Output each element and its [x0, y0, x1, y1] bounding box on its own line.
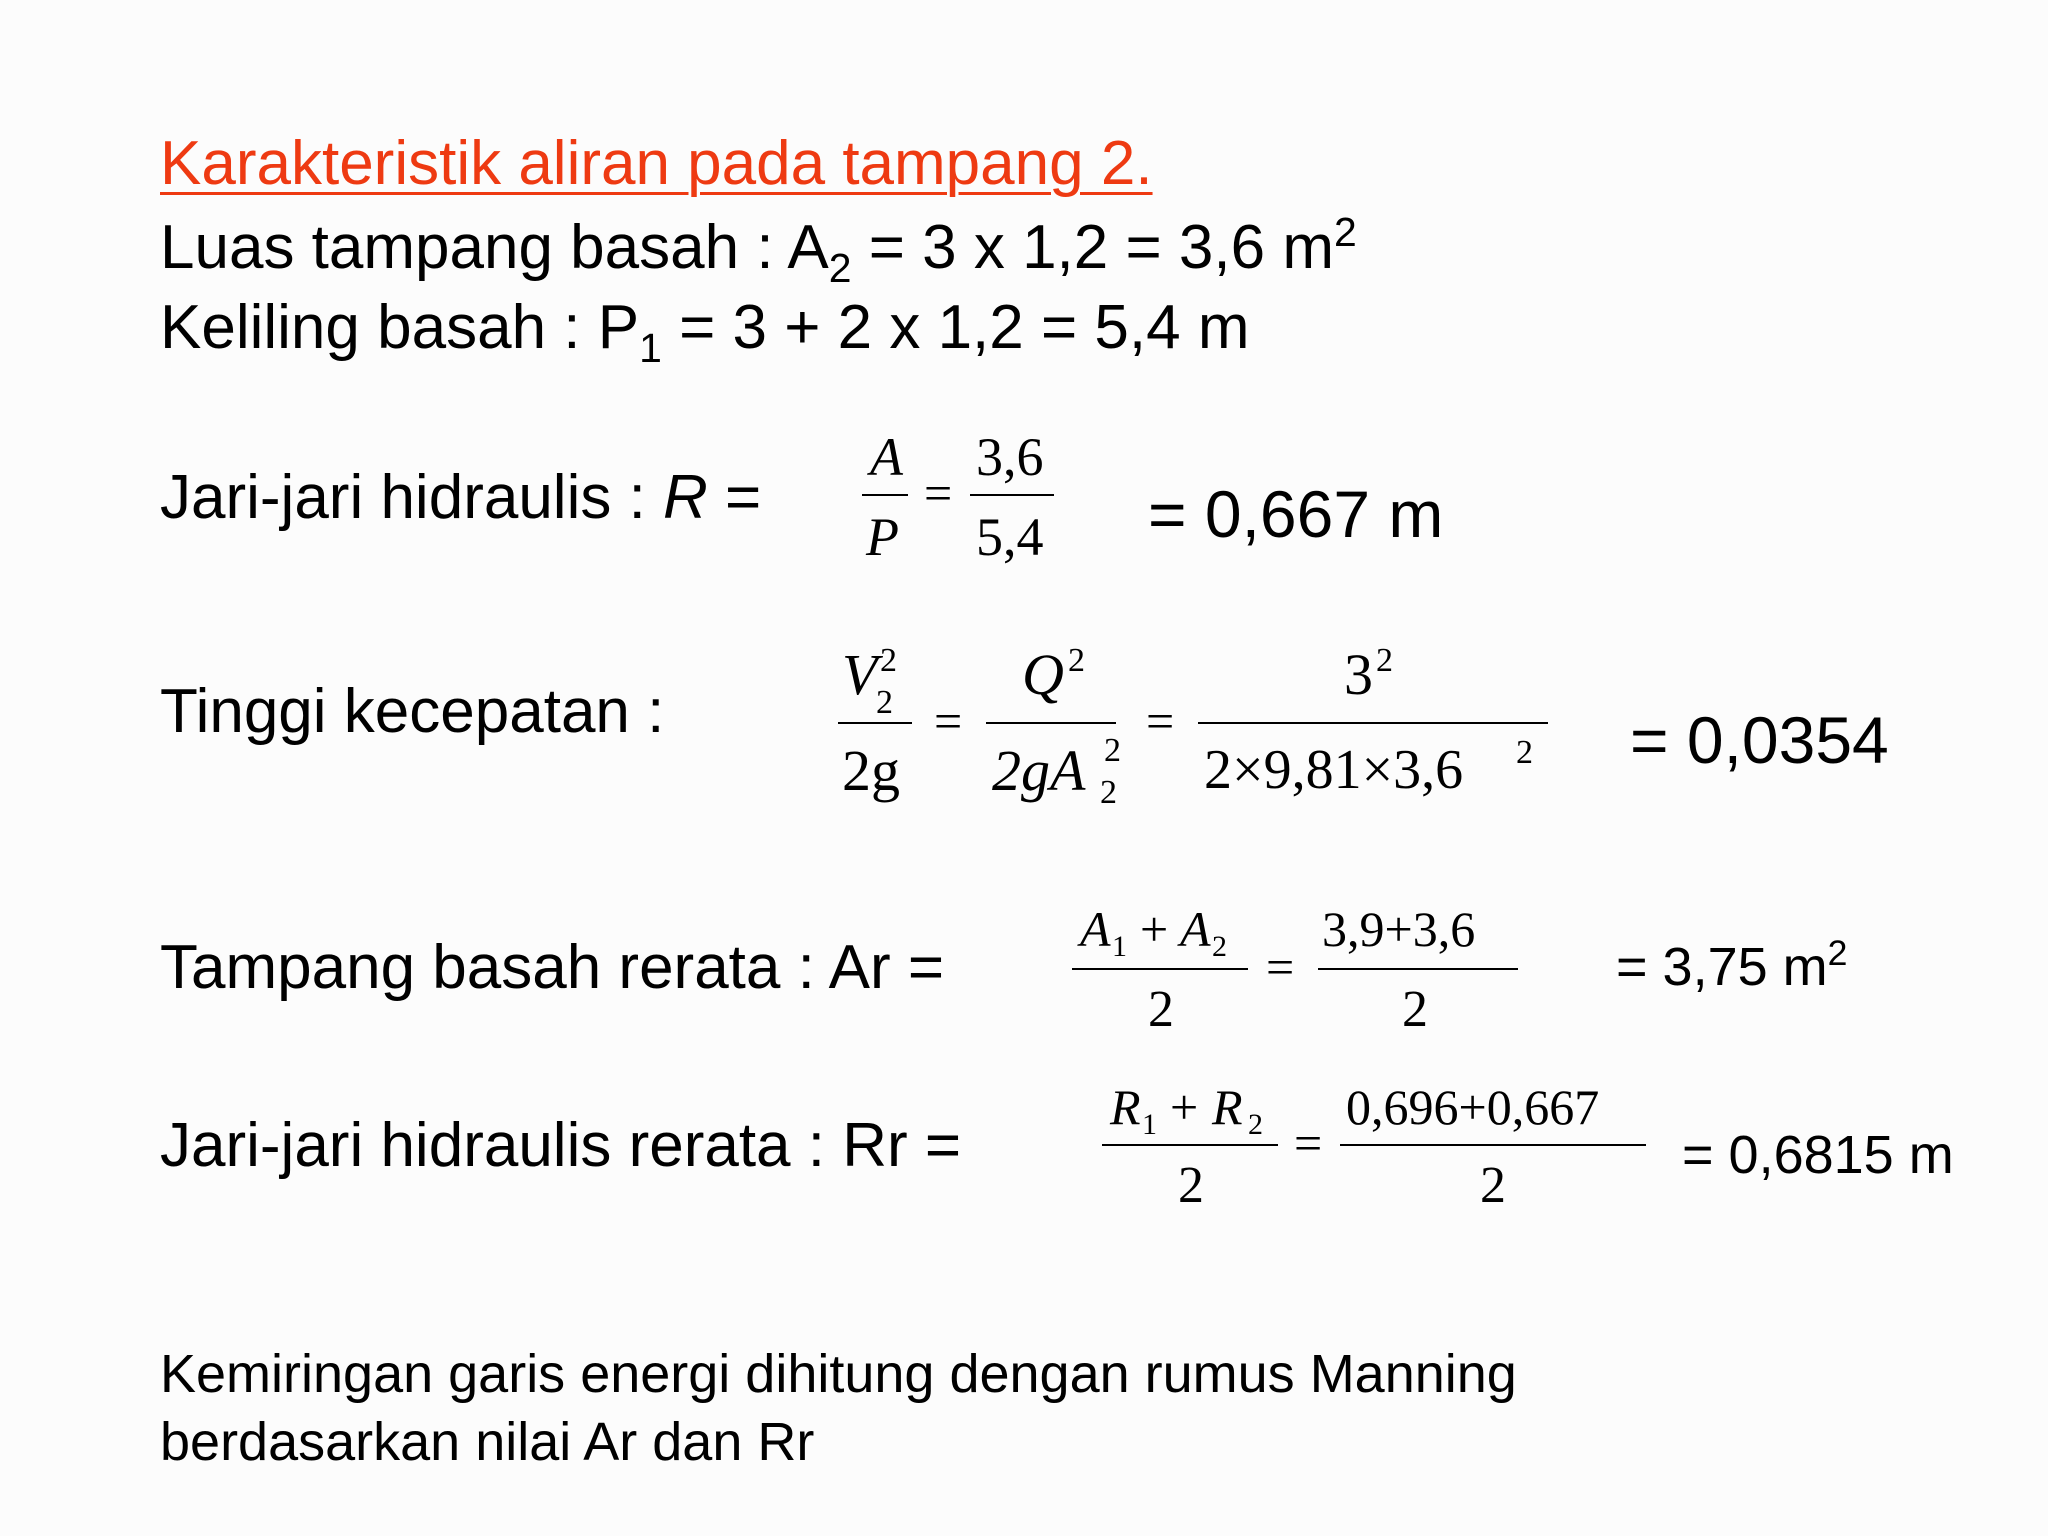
tampang-frac1-a-sub: 1 — [1112, 930, 1127, 963]
jarirerata-equals: = — [1294, 1115, 1323, 1171]
tampang-frac1-b: A — [1180, 901, 1211, 957]
slide-title: Karakteristik aliran pada tampang 2. — [160, 129, 1153, 198]
tampang-equals: = — [1266, 939, 1295, 995]
keliling-value: = 3 + 2 x 1,2 = 5,4 m — [661, 293, 1250, 362]
tinggi-equals-2: = — [1146, 693, 1175, 749]
tinggi-frac1-denominator: 2g — [842, 738, 900, 803]
tinggi-frac2-den-sup: 2 — [1104, 732, 1121, 769]
jarirerata-frac1-b-sub: 2 — [1248, 1108, 1263, 1141]
keliling-subscript: 1 — [639, 324, 662, 371]
tampang-frac1-a: A — [1080, 901, 1111, 957]
tampang-frac2-denominator: 2 — [1402, 981, 1428, 1038]
jari-frac1-bar — [862, 494, 908, 496]
tinggi-frac2-numerator: Q — [1022, 642, 1064, 707]
jari-frac2-denominator: 5,4 — [976, 507, 1044, 567]
luas-value: = 3 x 1,2 = 3,6 m — [851, 213, 1334, 282]
jari-frac2-bar — [970, 494, 1054, 496]
tampang-result: = 3,75 $m^2$ — [1616, 933, 1848, 997]
jarirerata-frac1-a: R — [1110, 1079, 1141, 1135]
jarirerata-frac1-b: R — [1212, 1079, 1243, 1135]
footer-line-2: berdasarkan nilai Ar dan Rr — [160, 1412, 815, 1472]
tinggi-equals-1: = — [934, 693, 963, 749]
jarirerata-frac2-numerator: 0,696+0,667 — [1346, 1079, 1600, 1135]
jarirerata-frac2-denominator: 2 — [1480, 1157, 1506, 1214]
jarirerata-frac1-plus: + — [1170, 1079, 1199, 1135]
jarirerata-frac1-a-sub: 1 — [1142, 1108, 1157, 1141]
tinggi-frac3-numerator: 3 — [1344, 642, 1373, 707]
jari-frac1-denominator: P — [866, 507, 899, 567]
tinggi-frac1-bar — [838, 722, 912, 724]
jari-jari-line — [160, 462, 761, 533]
tinggi-frac2-num-sup: 2 — [1068, 642, 1085, 679]
keliling-basah-line — [160, 292, 1250, 371]
tinggi-frac1-num-sup: 2 — [880, 642, 897, 679]
jarirerata-frac2-bar — [1340, 1144, 1646, 1146]
tinggi-frac3-denominator: 2×9,81×3,6 — [1204, 739, 1464, 801]
tinggi-frac1-num-sub: 2 — [876, 684, 893, 721]
tampang-frac2-bar — [1318, 968, 1518, 970]
luas-subscript: 2 — [828, 244, 852, 291]
tinggi-frac2-den-sub: 2 — [1100, 774, 1117, 811]
tampang-result-sup: 2 — [1827, 933, 1848, 974]
tinggi-kecepatan-label: Tinggi kecepatan : — [160, 677, 665, 746]
tinggi-result: = 0,0354 — [1630, 703, 1889, 777]
luas-tampang-line — [160, 208, 1357, 291]
jari-frac2-numerator: 3,6 — [976, 427, 1044, 487]
tinggi-frac3-den-sup: 2 — [1516, 734, 1533, 771]
keliling-label: Keliling basah : P — [160, 293, 640, 362]
tinggi-frac3-num-sup: 2 — [1376, 642, 1393, 679]
jari-variable: R — [663, 463, 708, 532]
tampang-frac2-numerator: 3,9+3,6 — [1322, 901, 1476, 957]
jari-rerata-result: = 0,6815 m — [1682, 1125, 1954, 1185]
jari-rerata-label: Jari-jari hidraulis rerata : Rr = — [160, 1111, 962, 1180]
tinggi-frac3-bar — [1198, 722, 1548, 724]
tampang-frac1-plus: + — [1140, 901, 1169, 957]
tampang-rerata-label: Tampang basah rerata : Ar = — [160, 933, 945, 1002]
tampang-frac1-b-sub: 2 — [1212, 930, 1227, 963]
tinggi-frac2-bar — [986, 722, 1116, 724]
jari-result: = 0,667 m — [1148, 477, 1444, 551]
luas-unit-superscript: 2 — [1333, 208, 1357, 255]
jarirerata-frac1-denominator: 2 — [1178, 1157, 1204, 1214]
tinggi-frac1-numerator: V — [842, 642, 878, 707]
luas-label: Luas tampang basah : A — [160, 213, 829, 282]
jari-frac1-numerator: A — [870, 427, 903, 487]
tampang-frac1-bar — [1072, 968, 1248, 970]
jari-label: Jari-jari hidraulis : — [160, 463, 664, 532]
footer-line-1: Kemiringan garis energi dihitung dengan rumus Manning — [160, 1344, 1517, 1404]
jarirerata-frac1-bar — [1102, 1144, 1278, 1146]
jari-equals-sign: = — [924, 465, 953, 521]
jari-equals: = — [707, 463, 762, 532]
tinggi-frac2-denominator: 2gA — [992, 738, 1086, 803]
tampang-frac1-denominator: 2 — [1148, 981, 1174, 1038]
